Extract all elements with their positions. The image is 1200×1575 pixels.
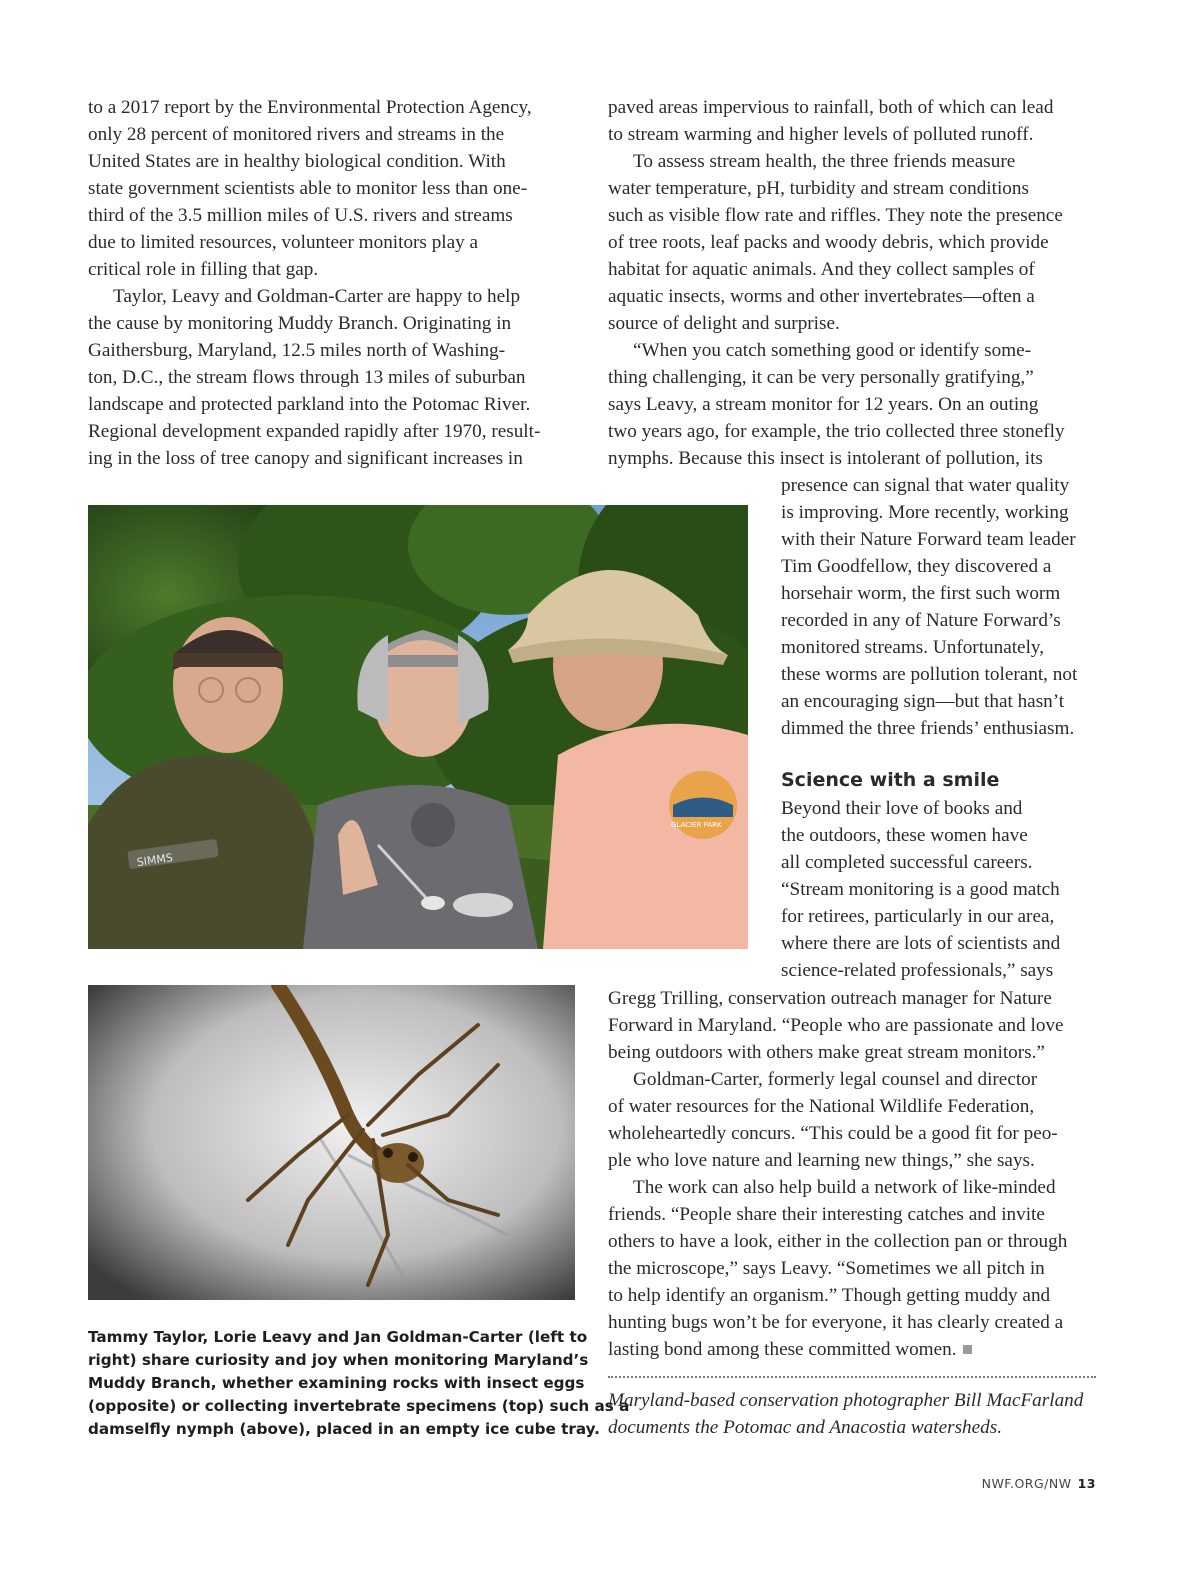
caption-line: (opposite) or collecting invertebrate specimens (top) such as a [88, 1397, 630, 1415]
body-line: being outdoors with others make great stream monitors.” [608, 1042, 1045, 1063]
body-line: thing challenging, it can be very personally gratifying,” [608, 367, 1034, 388]
body-line: nymphs. Because this insect is intolerant of pollution, its [608, 448, 1043, 469]
body-line: Goldman-Carter, formerly legal counsel and director [633, 1069, 1038, 1090]
credit-line: Maryland-based conservation photographer Bill MacFarland [608, 1390, 1084, 1411]
body-line: of tree roots, leaf packs and woody debris, which provide [608, 232, 1049, 253]
body-line: aquatic insects, worms and other invertebrates—often a [608, 286, 1035, 307]
body-line: monitored streams. Unfortunately, [781, 637, 1045, 658]
section-subhead: Science with a smile [781, 769, 1000, 791]
body-line: water temperature, pH, turbidity and stream conditions [608, 178, 1029, 199]
body-line: others to have a look, either in the collection pan or through [608, 1231, 1068, 1252]
caption-line: Muddy Branch, whether examining rocks with insect eggs [88, 1374, 585, 1392]
body-line: landscape and protected parkland into the Potomac River. [88, 394, 531, 415]
right-column-text [608, 94, 1100, 472]
body-line-text: lasting bond among these committed women. [608, 1339, 957, 1360]
dotted-divider [608, 1376, 1096, 1378]
body-line: to help identify an organism.” Though getting muddy and [608, 1285, 1051, 1306]
body-line: Gaithersburg, Maryland, 12.5 miles north of Washing- [88, 340, 506, 361]
body-line: the outdoors, these women have [781, 825, 1028, 846]
body-line: third of the 3.5 million miles of U.S. rivers and streams [88, 205, 513, 226]
photo-damselfly-nymph [88, 985, 575, 1300]
body-line: the microscope,” says Leavy. “Sometimes we all pitch in [608, 1258, 1045, 1279]
science-narrow-text [781, 795, 1100, 984]
photographer-credit [608, 1387, 1100, 1441]
body-line: ton, D.C., the stream flows through 13 miles of suburban [88, 367, 526, 388]
patch-text: GLACIER PARK [671, 821, 722, 829]
body-line: says Leavy, a stream monitor for 12 years. On an outing [608, 394, 1039, 415]
body-line: To assess stream health, the three friends measure [633, 151, 1016, 172]
body-line: hunting bugs won’t be for everyone, it has clearly created a [608, 1312, 1064, 1333]
body-line: of water resources for the National Wildlife Federation, [608, 1096, 1035, 1117]
body-line: science-related professionals,” says [781, 960, 1054, 981]
body-line: source of delight and surprise. [608, 313, 840, 334]
body-line: Beyond their love of books and [781, 798, 1023, 819]
body-line: critical role in filling that gap. [88, 259, 319, 280]
body-line: recorded in any of Nature Forward’s [781, 610, 1061, 631]
body-line: habitat for aquatic animals. And they collect samples of [608, 259, 1035, 280]
end-mark [963, 1345, 972, 1354]
body-line: The work can also help build a network of like-minded [633, 1177, 1056, 1198]
body-line: to stream warming and higher levels of polluted runoff. [608, 124, 1034, 145]
body-line: dimmed the three friends’ enthusiasm. [781, 718, 1075, 739]
photo-three-women [88, 505, 748, 949]
caption-line: Tammy Taylor, Lorie Leavy and Jan Goldman-Carter (left to [88, 1328, 588, 1346]
body-line: an encouraging sign—but that hasn’t [781, 691, 1065, 712]
body-line: ple who love nature and learning new things,” she says. [608, 1150, 1035, 1171]
body-line: to a 2017 report by the Environmental Protection Agency, [88, 97, 532, 118]
body-line: only 28 percent of monitored rivers and streams in the [88, 124, 505, 145]
caption-line: damselfly nymph (above), placed in an empty ice cube tray. [88, 1420, 600, 1438]
body-line: horsehair worm, the first such worm [781, 583, 1061, 604]
body-line: ing in the loss of tree canopy and significant increases in [88, 448, 523, 469]
body-line: Tim Goodfellow, they discovered a [781, 556, 1052, 577]
right-bottom-text [608, 985, 1100, 1363]
body-line: due to limited resources, volunteer monitors play a [88, 232, 479, 253]
credit-line: documents the Potomac and Anacostia watersheds. [608, 1417, 1003, 1438]
body-line: Regional development expanded rapidly after 1970, result- [88, 421, 541, 442]
page-number: 13 [1077, 1476, 1096, 1491]
caption-line: right) share curiosity and joy when monitoring Maryland’s [88, 1351, 589, 1369]
body-line: all completed successful careers. [781, 852, 1033, 873]
right-narrow-text [781, 472, 1100, 742]
folio-site: NWF.ORG/NW [981, 1476, 1072, 1491]
body-line: with their Nature Forward team leader [781, 529, 1076, 550]
body-line: friends. “People share their interesting catches and invite [608, 1204, 1045, 1225]
photo-caption [88, 1326, 630, 1441]
body-line: presence can signal that water quality [781, 475, 1070, 496]
body-line: Forward in Maryland. “People who are passionate and love [608, 1015, 1064, 1036]
body-line: two years ago, for example, the trio collected three stonefly [608, 421, 1065, 442]
body-line: Gregg Trilling, conservation outreach manager for Nature [608, 988, 1052, 1009]
body-line: Taylor, Leavy and Goldman-Carter are happy to help [113, 286, 521, 307]
body-line-last [608, 1336, 1100, 1363]
body-line: “When you catch something good or identify some- [633, 340, 1032, 361]
body-line: for retirees, particularly in our area, [781, 906, 1055, 927]
page-folio [940, 1476, 1096, 1491]
body-line: state government scientists able to monitor less than one- [88, 178, 528, 199]
body-line: wholeheartedly concurs. “This could be a good fit for peo- [608, 1123, 1058, 1144]
body-line: the cause by monitoring Muddy Branch. Originating in [88, 313, 512, 334]
body-line: is improving. More recently, working [781, 502, 1069, 523]
body-line: such as visible flow rate and riffles. They note the presence [608, 205, 1063, 226]
body-line: “Stream monitoring is a good match [781, 879, 1060, 900]
body-line: these worms are pollution tolerant, not [781, 664, 1078, 685]
body-line: United States are in healthy biological condition. With [88, 151, 506, 172]
body-line: where there are lots of scientists and [781, 933, 1061, 954]
waders-brand: SIMMS [135, 851, 174, 870]
body-line: paved areas impervious to rainfall, both of which can lead [608, 97, 1054, 118]
left-column-text [88, 94, 573, 472]
